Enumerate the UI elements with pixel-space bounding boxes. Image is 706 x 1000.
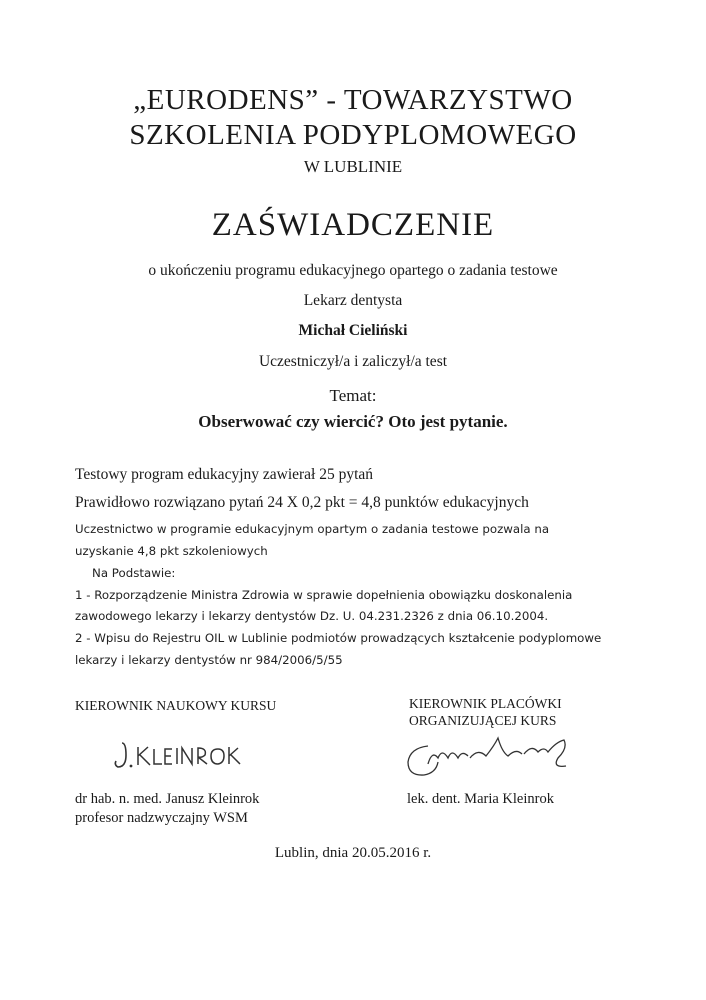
right-signer-role-line2: ORGANIZUJĄCEJ KURS (409, 713, 557, 728)
org-name-line1: „EURODENS” - TOWARZYSTWO (133, 84, 573, 116)
right-signer-role-line1: KIEROWNIK PLACÓWKI (409, 696, 562, 711)
basis1-line2: zawodowego lekarzy i lekarzy dentystów Dz. U. 04.231.2326 z dnia 06.10.2004. (75, 609, 549, 623)
org-name-line2: SZKOLENIA PODYPLOMOWEGO (129, 119, 577, 151)
right-handwritten-signature (398, 728, 588, 783)
completion-text: o ukończeniu programu edukacyjnego opartego o zadania testowe (148, 262, 558, 279)
basis1-line1: 1 - Rozporządzenie Ministra Zdrowia w sprawie dopełnienia obowiązku doskonalenia (75, 588, 573, 602)
left-signer-name: dr hab. n. med. Janusz Kleinrok (75, 791, 260, 807)
topic: Obserwować czy wiercić? Oto jest pytanie. (198, 412, 508, 431)
left-handwritten-signature (110, 735, 250, 780)
basis2-line2: lekarzy i lekarzy dentystów nr 984/2006/5/55 (75, 653, 343, 667)
participation-text: Uczestniczył/a i zaliczył/a test (258, 353, 448, 370)
issue-date: Lublin, dnia 20.05.2016 r. (274, 845, 432, 861)
basis-label: Na Podstawie: (92, 566, 176, 580)
certificate-title: ZAŚWIADCZENIE (211, 207, 495, 243)
participation-line2: uzyskanie 4,8 pkt szkoleniowych (75, 544, 268, 558)
basis2-line1: 2 - Wpisu do Rejestru OIL w Lublinie podmiotów prowadzących kształcenie podyplomowe (75, 631, 602, 645)
participation-line1: Uczestnictwo w programie edukacyjnym opartym o zadania testowe pozwala na (75, 522, 550, 536)
questions-text: Testowy program edukacyjny zawierał 25 pytań (75, 466, 374, 483)
topic-label: Temat: (329, 386, 377, 405)
profession: Lekarz dentysta (303, 292, 403, 309)
org-city: W LUBLINIE (303, 157, 403, 176)
participant-name: Michał Cieliński (298, 322, 408, 339)
left-signer-title: profesor nadzwyczajny WSM (75, 810, 248, 826)
left-signer-role: KIEROWNIK NAUKOWY KURSU (75, 698, 277, 713)
solved-text: Prawidłowo rozwiązano pytań 24 X 0,2 pkt = 4,8 punktów edukacyjnych (75, 494, 529, 511)
right-signer-name: lek. dent. Maria Kleinrok (407, 791, 554, 807)
